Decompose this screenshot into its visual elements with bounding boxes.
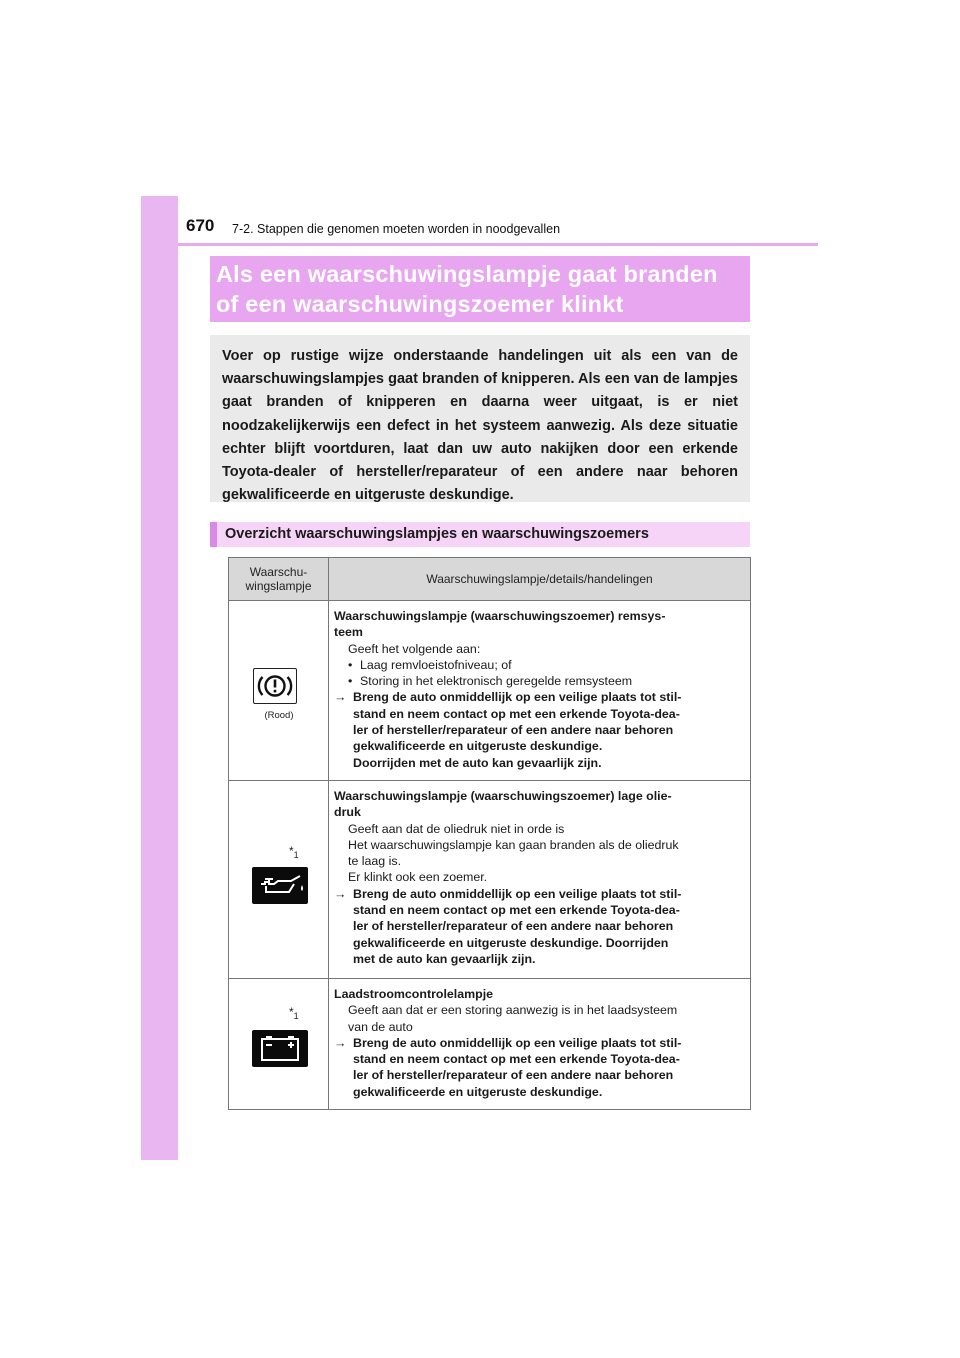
battery-charge-icon [252,1030,308,1067]
section-title-line2: of een waarschuwingszoemer klinkt [216,291,624,317]
brake-warning-icon [253,668,297,704]
row-action: → Breng de auto onmiddellijk op een veilige plaats tot stil- stand en neem contact op met een erkende Toyota-dea- ler of hersteller/reparateur of een andere naar behoren gekwalificeerde en uitgeruste deskundige. Doorrijden met de auto kan gevaarlijk zijn. [334,886,682,966]
row-action: → Breng de auto onmiddellijk op een veilige plaats tot stil- stand en neem contact op met een erkende Toyota-dea- ler of hersteller/reparateur of een andere naar behoren gekwalificeerde en uitgeruste deskundige. [334,1035,682,1099]
details-cell [329,780,751,978]
details-cell [329,601,751,781]
icon-caption: (Rood) [264,710,294,721]
icon-cell [229,780,329,978]
row-title: Waarschuwingslampje (waarschuwingszoemer) lage olie- druk [334,788,672,820]
row-intro: Geeft het volgende aan: [348,641,481,656]
arrow-icon: → [334,886,347,901]
subsection-bar [210,522,217,547]
subsection-heading [210,522,750,547]
warning-table [228,557,751,1110]
row-details: Geeft aan dat er een storing aanwezig is in het laadsysteem van de auto [348,1003,678,1034]
bullet-item: • Storing in het elektronisch geregelde remsysteem [348,674,633,689]
intro-box [210,335,750,502]
arrow-icon: → [334,690,347,705]
table-header-row [229,558,751,601]
section-title-box [210,256,750,322]
bullet-item: • Laag remvloeistofniveau; of [348,657,512,672]
header-details: Waarschuwingslampje/details/handelingen [329,558,751,601]
subsection-title: Overzicht waarschuwingslampjes en waarschuwingszoemers [225,526,649,542]
table-row [229,978,751,1109]
oil-pressure-icon [252,867,308,904]
row-title: Laadstroomcontrolelampje [334,986,494,1001]
details-cell [329,978,751,1109]
footnote-mark: $*_1$ [289,1004,299,1021]
table-row [229,780,751,978]
arrow-icon: → [334,1035,347,1050]
table-row [229,601,751,781]
header-lamp: Waarschu- wingslampje [229,558,329,601]
intro-text: Voer op rustige wijze onderstaande handelingen uit als een van de waarschuwingslampjes gaat branden of knipperen. Als een van de lampjes gaat branden of knipperen en daarna weer uitgaat, is er niet noodzakelijkerwijs een defect in het systeem aanwezig. Als deze situatie echter blijft voortduren, laat dan uw auto nakijken door een erkende Toyota-dealer of hersteller/reparateur of een andere naar behoren gekwalificeerde en uitgeruste deskundige. [222,348,738,504]
row-details: Geeft aan dat de oliedruk niet in orde is Het waarschuwingslampje kan gaan branden als de oliedruk te laag is. Er klinkt ook een zoemer. [348,821,679,885]
footnote-mark: $*_1$ [289,843,299,860]
icon-cell [229,601,329,781]
sidebar-tab [141,196,178,1160]
row-title: Waarschuwingslampje (waarschuwingszoemer) remsys- teem [334,609,666,640]
header-rule [178,243,818,246]
section-title-line1: Als een waarschuwingslampje gaat branden [216,261,718,287]
icon-cell [229,978,329,1109]
page-number: 670 [186,216,215,235]
chapter-title: 7-2. Stappen die genomen moeten worden in noodgevallen [232,222,561,236]
row-action: → Breng de auto onmiddellijk op een veilige plaats tot stil- stand en neem contact op met een erkende Toyota-dea- ler of hersteller/reparateur of een andere naar behoren gekwalificeerde en uitgeruste deskundige. Doorrijden met de auto kan gevaarlijk zijn. [334,690,682,770]
